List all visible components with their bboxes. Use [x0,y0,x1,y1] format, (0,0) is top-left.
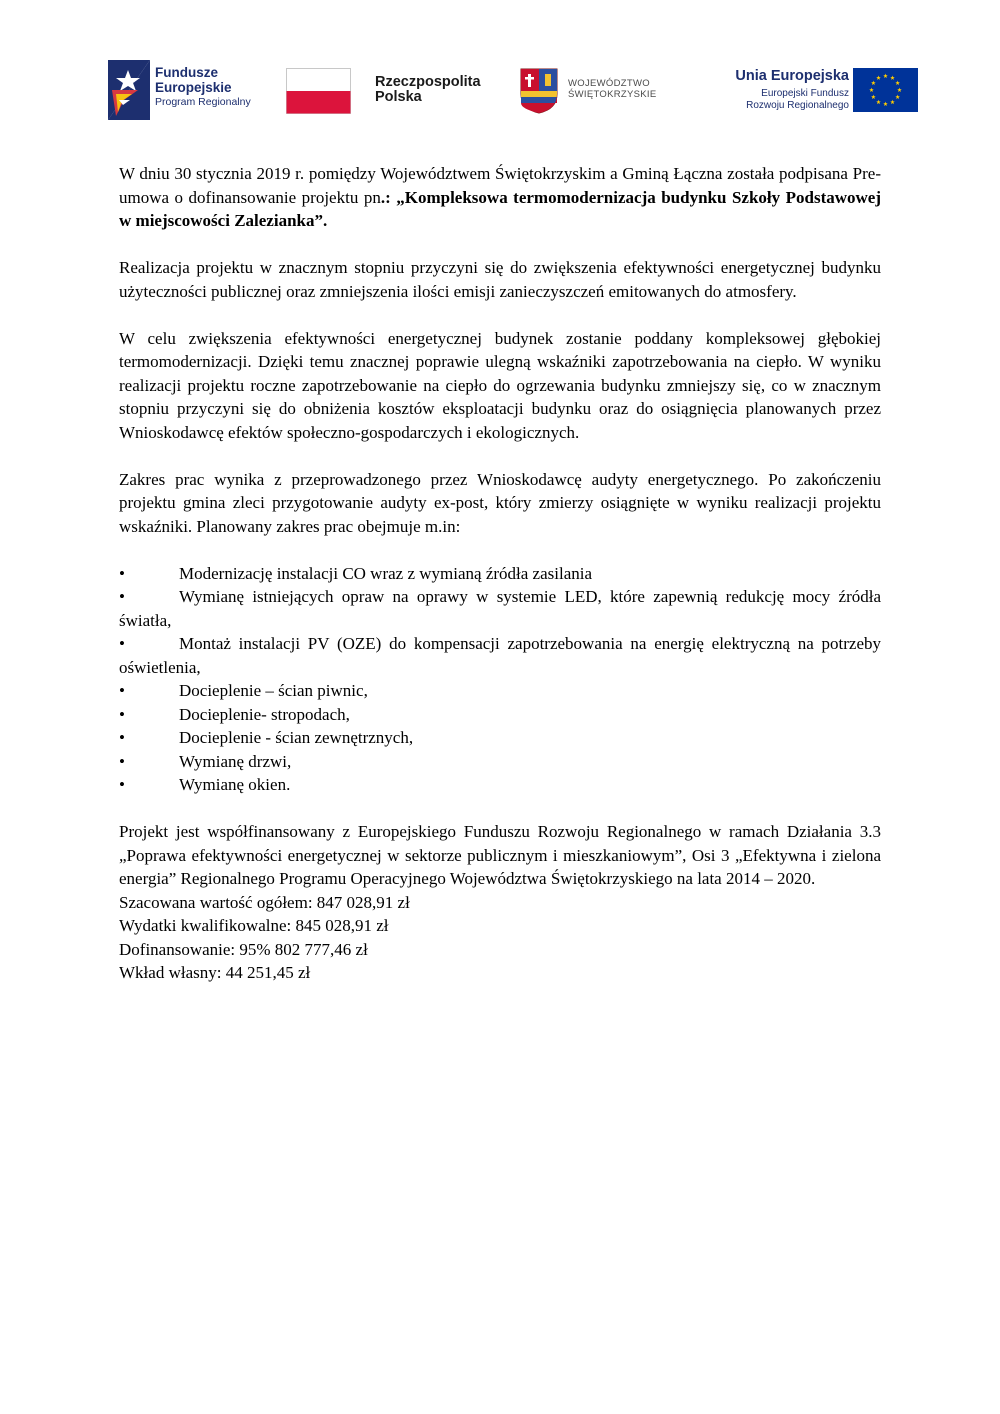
list-item-text: Docieplenie – ścian piwnic, [179,681,368,700]
coat-of-arms-icon [520,68,558,114]
fe-line1: Fundusze [155,65,218,80]
rzeczpospolita-polska-logo [286,58,486,126]
bullet-icon: • [119,728,125,747]
fundusze-europejskie-logo [108,58,253,126]
fe-line2: Europejskie [155,79,232,95]
project-title: .: „Kompleksowa termomodernizacja budynku Szkoły Podstawowej w miejscowości Zalezianka”. [119,187,881,230]
ws-line1: WOJEWÓDZTWO [568,78,650,89]
paragraph-scope: Zakres prac wynika z przeprowadzonego przez Wnioskodawcę audyty energetycznego. Po zakończeniu projektu gmina zleci przygotowanie audyty ex-post, który zmierzy osiągnięte w wyniku realizacji projektu wskaźniki. Planowany zakres prac obejmuje m.in: [119,469,881,536]
list-item-text: Modernizację instalacji CO wraz z wymianą źródła zasilania [179,563,593,583]
list-item-text: Docieplenie - ścian zewnętrznych, [179,728,414,747]
paragraph-impact: Realizacja projektu w znacznym stopniu przyczyni się do zwiększenia efektywności energetycznej budynku użyteczności publicznej oraz zmniejszenia ilości emisji zanieczyszczeń emitowanych do atmosfery. [119,258,881,301]
bullet-icon: • [119,563,125,583]
scope-list [119,562,881,797]
document-body [119,162,881,985]
paragraph-thermomodernization: W celu zwiększenia efektywności energetycznej budynek zostanie poddany kompleksowej głębokiej termomodernizacji. Dzięki temu znacznej poprawie ulegną wskaźniki zapotrzebowania na ciepło. W wyniku realizacji projektu roczne zapotrzebowanie na ciepło do ogrzewania budynku zmniejszy się, co w znacznym stopniu przyczyni się do obniżenia kosztów eksploatacji budynku oraz do osiągnięcia planowanych przez Wnioskodawcę efektów społeczno-gospodarczych i ekologicznych. [119,328,881,442]
wojewodztwo-swietokrzyskie-logo [520,58,660,126]
bullet-icon: • [119,681,125,700]
intro-text: W dniu 30 stycznia 2019 r. pomiędzy Województwem Świętokrzyskim a Gminą Łączna została podpisana Pre-umowa o dofinansowanie projektu pn [119,164,881,207]
list-item-text: Wymianę okien. [179,775,291,794]
bullet-icon: • [119,587,125,606]
fe-line3: Program Regionalny [155,96,251,108]
list-item [119,585,881,632]
list-item [119,773,881,797]
ue-line2: Europejski Fundusz [761,88,849,100]
list-item-text: Montaż instalacji PV (OZE) do kompensacji zapotrzebowania na energię elektryczną na potrzeby oświetlenia, [119,634,881,677]
list-item [119,632,881,679]
unia-europejska-logo [726,58,918,126]
list-item-text: Docieplenie- stropodach, [179,704,350,724]
rp-line2: Polska [375,89,422,106]
cofinancing-amount: Dofinansowanie: 95% 802 777,46 zł [119,939,368,959]
ue-line1: Unia Europejska [735,68,849,84]
funding-section [119,820,881,985]
polish-flag-icon [286,68,351,114]
own-contribution: Wkład własny: 44 251,45 zł [119,963,311,982]
bullet-icon: • [119,775,125,794]
list-item [119,562,881,586]
list-item [119,703,881,727]
list-item [119,750,881,774]
rp-line1: Rzeczpospolita [375,74,481,90]
list-item [119,726,881,750]
list-item [119,679,881,703]
total-value: Szacowana wartość ogółem: 847 028,91 zł [119,892,410,912]
bullet-icon: • [119,634,125,653]
ue-line3: Rozwoju Regionalnego [746,100,849,112]
bullet-icon: • [119,704,125,724]
eu-flag-icon [853,68,918,112]
intro-paragraph [119,162,881,233]
eligible-expenses: Wydatki kwalifikowalne: 845 028,91 zł [119,916,389,935]
bullet-icon: • [119,751,125,771]
ws-line2: ŚWIĘTOKRZYSKIE [568,89,657,101]
list-item-text: Wymianę istniejących opraw na oprawy w systemie LED, które zapewnią redukcję mocy źródła światła, [119,587,881,630]
funding-statement: Projekt jest współfinansowany z Europejskiego Funduszu Rozwoju Regionalnego w ramach Działania 3.3 „Poprawa efektywności energetycznej w sektorze publicznym i mieszkaniowym”, Osi 3 „Efektywna i zielona energia” Regionalnego Programu Operacyjnego Województwa Świętokrzyskiego na lata 2014 – 2020. [119,822,881,888]
list-item-text: Wymianę drzwi, [179,751,292,771]
logo-strip [108,58,918,126]
fe-emblem-icon [108,60,150,120]
